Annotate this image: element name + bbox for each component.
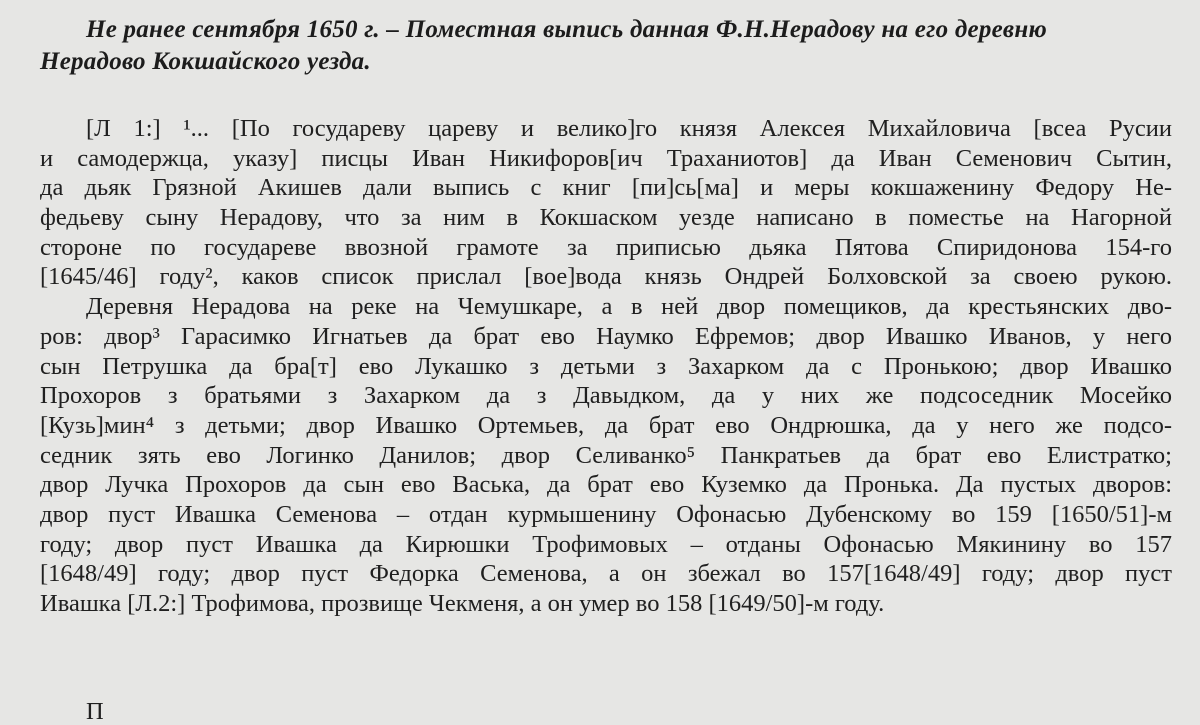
text-line-17: Ивашка [Л.2:] Трофимова, прозвище Чекменя, а он умер во 158 [1649/50]-м году. [40, 590, 885, 617]
heading-line-1: Не ранее сентября 1650 г. – Поместная выпись данная Ф.Н.Нерадову на его деревню [86, 16, 1047, 43]
next-line-fragment-text: П [86, 698, 104, 725]
text-line-14: двор пуст Ивашка Семенова – отдан курмышенину Офонасью Дубенскому во 159 [1650/51]-м [40, 500, 1172, 528]
text-line-10: Прохоров з братьями з Захарком да з Давыдком, да у них же подсоседник Мосейко [40, 382, 1172, 410]
document-heading [40, 14, 1172, 78]
text-line-16: [1648/49] году; двор пуст Федорка Семенова, а он збежал во 157[1648/49] году; двор пуст [40, 560, 1172, 588]
text-line-5: стороне по государеве ввозной грамоте за приписью дьяка Пятова Спиридонова 154-го [40, 233, 1172, 261]
text-line-4: федьеву сыну Нерадову, что за ним в Кокшаском уезде написано в поместье на Нагорной [40, 204, 1172, 232]
text-line-1: [Л 1:] ¹... [По государеву цареву и велико]го князя Алексея Михайловича [всеа Русии [86, 115, 1172, 142]
text-line-6: [1645/46] году², каков список прислал [вое]вода князь Ондрей Болховской за своею рукою. [40, 263, 1172, 291]
text-line-7: Деревня Нерадова на реке на Чемушкаре, а в ней двор помещиков, да крестьянских дво- [86, 293, 1172, 321]
text-line-8: ров: двор³ Гарасимко Игнатьев да брат ево Наумко Ефремов; двор Ивашко Иванов, у него [40, 322, 1172, 350]
next-line-fragment [86, 698, 108, 725]
text-line-13: двор Лучка Прохоров да сын ево Васька, да брат ево Куземко да Пронька. Да пустых дворов: [40, 471, 1172, 499]
text-line-2: и самодержца, указу] писцы Иван Никифоров[ич Траханиотов] да Иван Семенович Сытин, [40, 144, 1172, 172]
heading-line-2: Нерадово Кокшайского уезда. [40, 48, 371, 75]
text-line-3: да дьяк Грязной Акишев дали выпись с книг [пи]сь[ма] и меры кокшаженину Федору Не- [40, 174, 1172, 202]
text-line-9: сын Петрушка да бра[т] ево Лукашко з детьми з Захарком да с Пронькою; двор Ивашко [40, 352, 1172, 380]
text-line-15: году; двор пуст Ивашка да Кирюшки Трофимовых – отданы Офонасью Мякинину во 157 [40, 530, 1172, 558]
document-body [40, 114, 1172, 619]
text-line-12: седник зять ево Логинко Данилов; двор Селиванко⁵ Панкратьев да брат ево Елистратко; [40, 441, 1172, 469]
text-line-11: [Кузь]мин⁴ з детьми; двор Ивашко Ортемьев, да брат ево Ондрюшка, да у него же подсо- [40, 411, 1172, 439]
